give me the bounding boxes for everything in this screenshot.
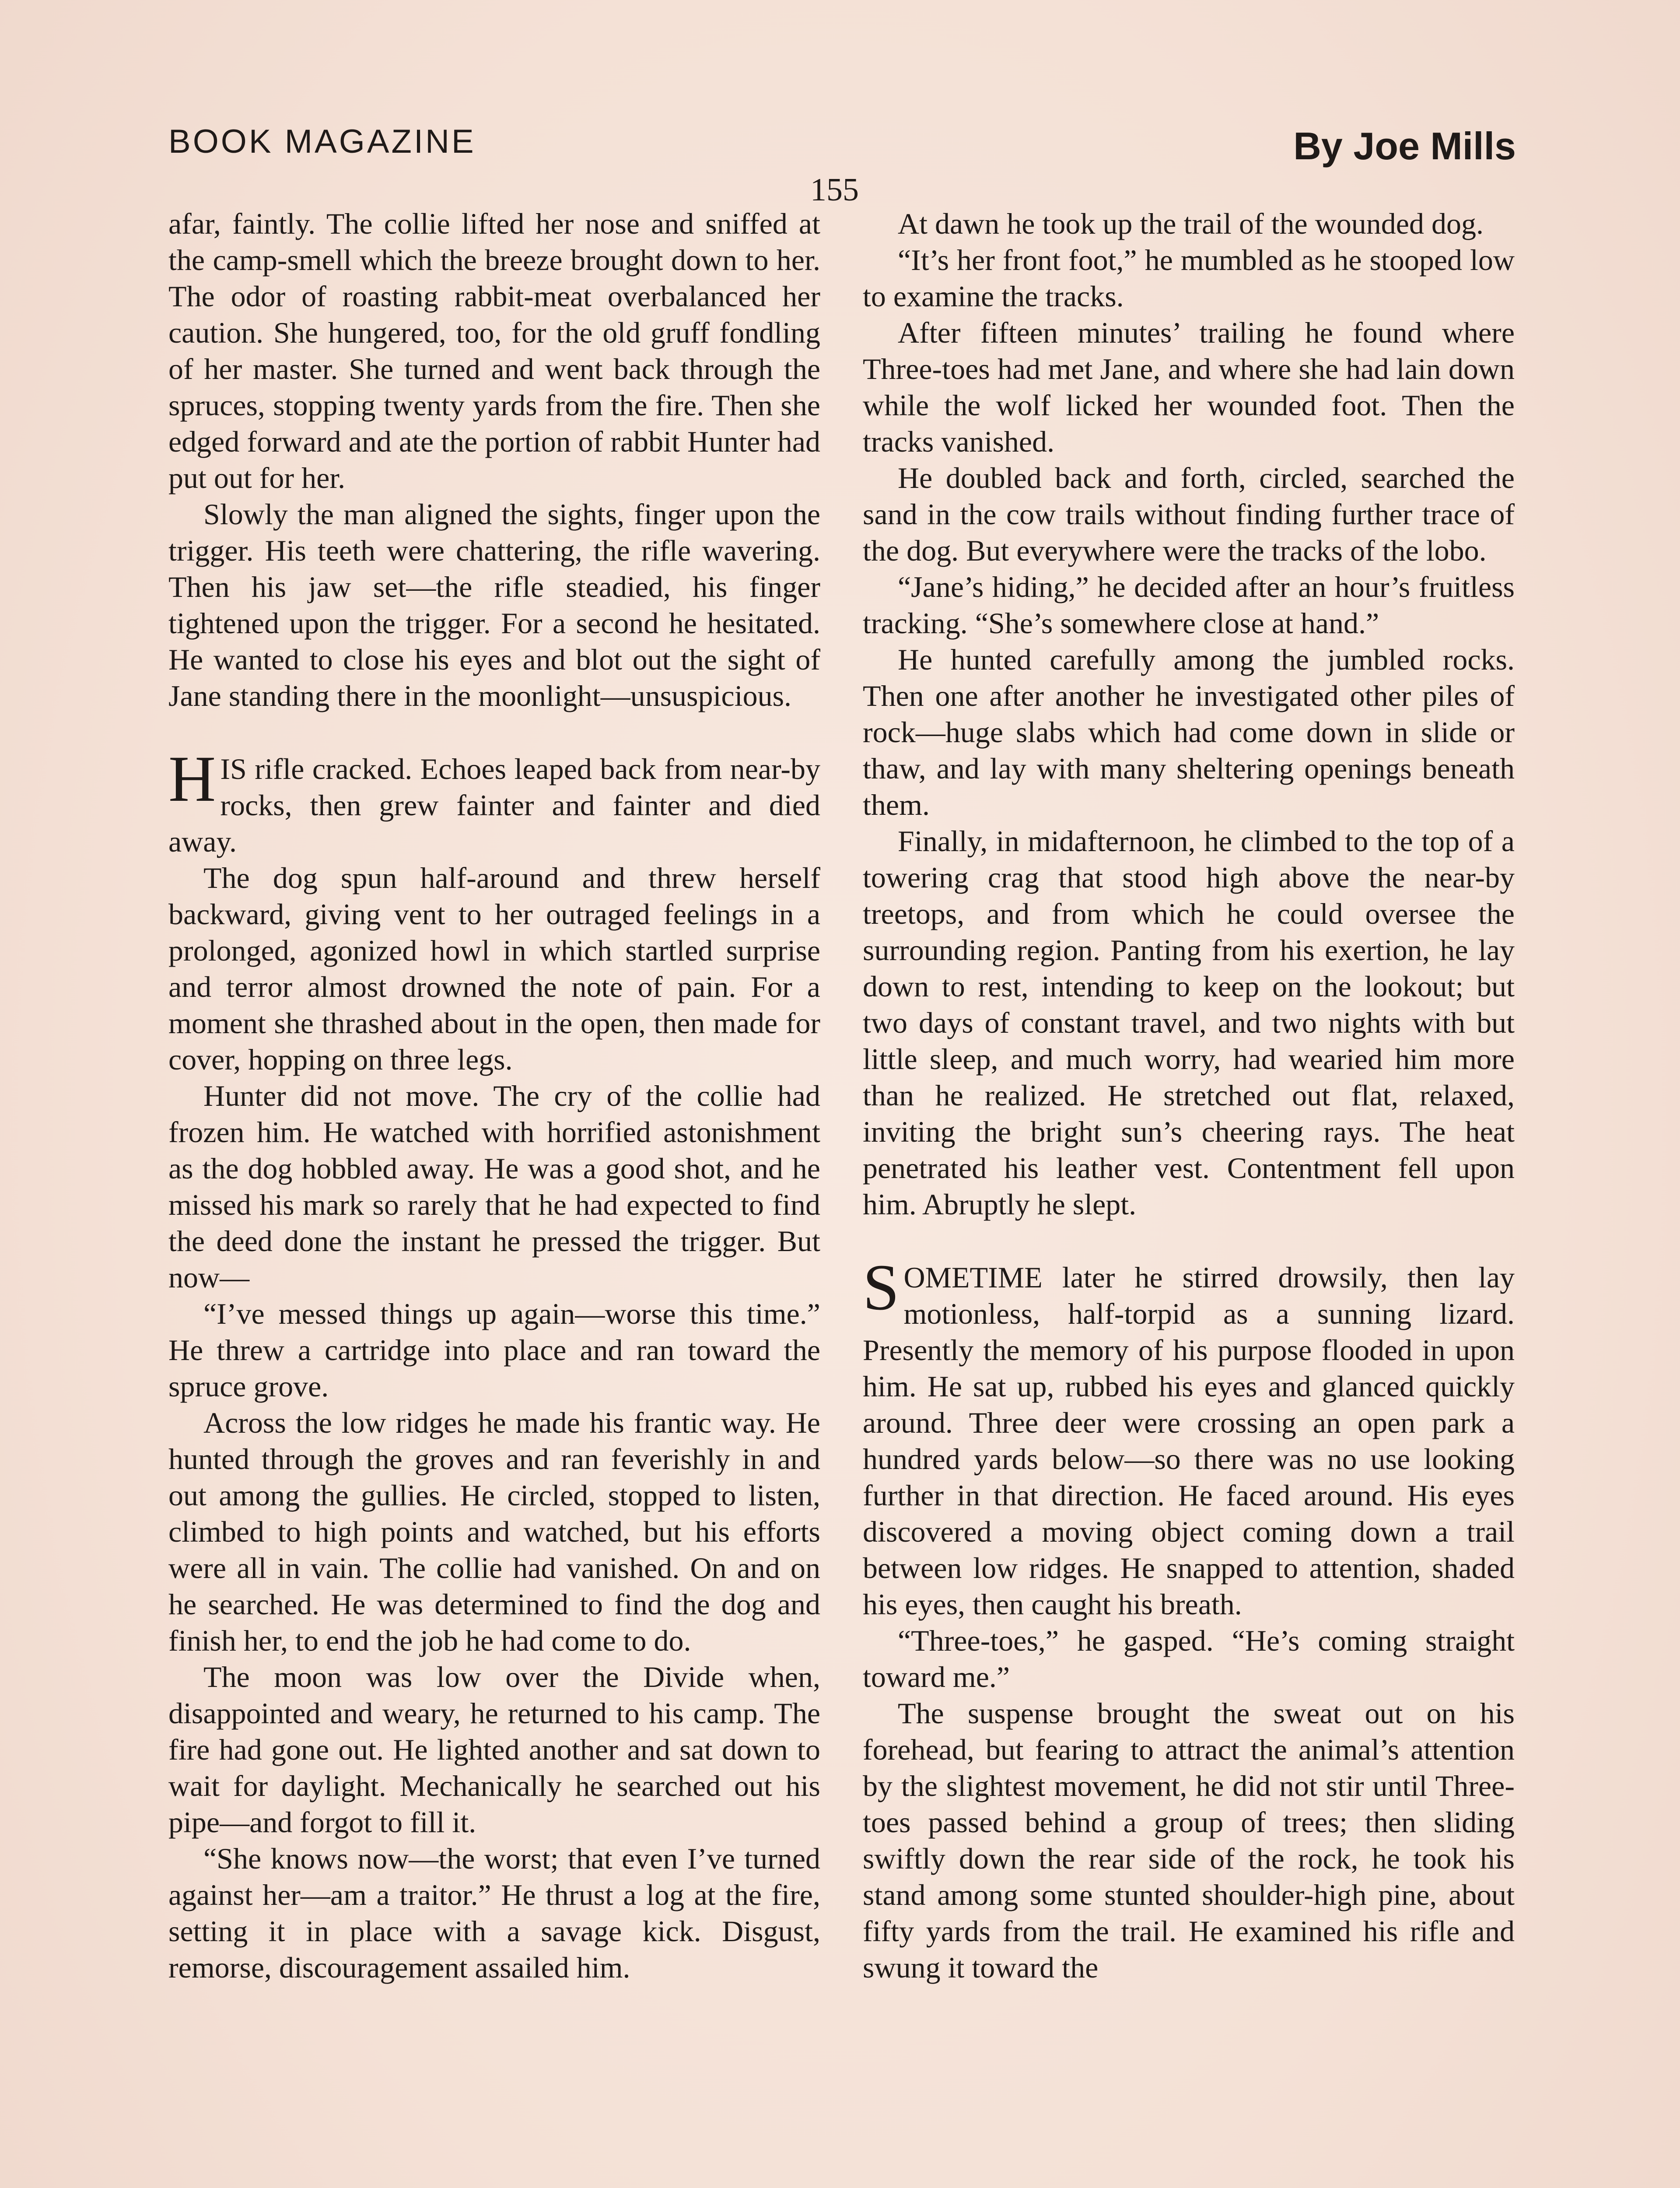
page-number: 155: [810, 172, 859, 208]
paragraph: The dog spun half-around and threw herself backward, giving vent to her outraged feelings in a prolonged, agonized howl in which startled surprise and terror almost drowned the note of pain. For a moment she thrashed about in the open, then made for cover, hopping on three legs.: [168, 861, 820, 1076]
author-byline: By Joe Mills: [1293, 124, 1516, 168]
paragraph: “It’s her front foot,” he mumbled as he stooped low to examine the tracks.: [863, 243, 1515, 313]
paragraph: “Three-toes,” he gasped. “He’s coming straight toward me.”: [863, 1624, 1515, 1694]
paragraph: He hunted carefully among the jumbled rocks. Then one after another he investigated other piles of rock—huge slabs which had come down in slide or thaw, and lay with many sheltering openings beneath them.: [863, 643, 1515, 821]
paragraph: The suspense brought the sweat out on his forehead, but fearing to attract the animal’s attention by the slightest movement, he did not stir until Three-toes passed behind a group of trees; then sliding swiftly down the rear side of the rock, he took his stand among some stunted shoulder-high pine, about fifty yards from the trail. He examined his rifle and swung it toward the: [863, 1697, 1515, 1984]
paragraph: The moon was low over the Divide when, disappointed and weary, he returned to his camp. The fire had gone out. He lighted another and sat down to wait for daylight. Mechanically he searched out his pipe—and forgot to fill it.: [168, 1660, 820, 1839]
paragraph: “She knows now—the worst; that even I’ve turned against her—am a traitor.” He thrust a log at the fire, setting it in place with a savage kick. Disgust, remorse, discouragement assailed him.: [168, 1842, 820, 1984]
paragraph: Finally, in midafternoon, he climbed to the top of a towering crag that stood high above the near-by treetops, and from which he could oversee the surrounding region. Panting from his exertion, he lay down to rest, intending to keep on the lookout; but two days of constant travel, and two nights with but little sleep, and much worry, had wearied him more than he realized. He stretched out flat, relaxed, inviting the bright sun’s cheering rays. The heat penetrated his leather vest. Contentment fell upon him. Abruptly he slept.: [863, 824, 1515, 1221]
paragraph: “I’ve messed things up again—worse this time.” He threw a cartridge into place and ran toward the spruce grove.: [168, 1297, 820, 1403]
paragraph: afar, faintly. The collie lifted her nose and sniffed at the camp-smell which the breeze brought down to her. The odor of roasting rabbit-meat overbalanced her caution. She hungered, too, for the old gruff fondling of her master. She turned and went back through the spruces, stopping twenty yards from the fire. Then she edged forward and ate the portion of rabbit Hunter had put out for her.: [168, 207, 820, 494]
drop-cap: S: [863, 1251, 900, 1324]
section-opening-text: OMETIME later he stirred drowsily, then lay motionless, half-torpid as a sunning lizard. Presently the memory of his purpose flooded in upon him. He sat up, rubbed his eyes and glanced quickly around. Three deer were crossing an open park a hundred yards below—so there was no use looking further in that direction. He faced around. His eyes discovered a moving object coming down a trail between low ridges. He snapped to attention, shaded his eyes, then caught his breath.: [863, 1261, 1515, 1621]
paragraph: Across the low ridges he made his frantic way. He hunted through the groves and ran feverishly in and out among the gullies. He circled, stopped to listen, climbed to high points and watched, but his efforts were all in vain. The collie had vanished. On and on he searched. He was determined to find the dog and finish her, to end the job he had come to do.: [168, 1406, 820, 1657]
right-column: [863, 206, 1515, 1986]
paragraph: “Jane’s hiding,” he decided after an hour’s fruitless tracking. “She’s somewhere close at hand.”: [863, 570, 1515, 640]
paragraph: Hunter did not move. The cry of the collie had frozen him. He watched with horrified astonishment as the dog hobbled away. He was a good shot, and he missed his mark so rarely that he had expected to find the deed done the instant he pressed the trigger. But now—: [168, 1079, 820, 1294]
paragraph: At dawn he took up the trail of the wounded dog.: [898, 207, 1484, 240]
section-opening-text: IS rifle cracked. Echoes leaped back from near-by rocks, then grew fainter and fainter and died away.: [168, 752, 820, 858]
section-opening: [168, 743, 820, 860]
paragraph: He doubled back and forth, circled, searched the sand in the cow trails without finding further trace of the dog. But everywhere were the tracks of the lobo.: [863, 461, 1515, 567]
paragraph: After fifteen minutes’ trailing he found where Three-toes had met Jane, and where she had lain down while the wolf licked her wounded foot. Then the tracks vanished.: [863, 316, 1515, 458]
section-opening: [863, 1251, 1515, 1623]
drop-cap: H: [168, 743, 216, 815]
left-column: [168, 206, 820, 1986]
paragraph: Slowly the man aligned the sights, finger upon the trigger. His teeth were chattering, the rifle wavering. Then his jaw set—the rifle steadied, his finger tightened upon the trigger. For a second he hesitated. He wanted to close his eyes and blot out the sight of Jane standing there in the moonlight—unsuspicious.: [168, 498, 820, 712]
magazine-title: BOOK MAGAZINE: [168, 123, 476, 160]
